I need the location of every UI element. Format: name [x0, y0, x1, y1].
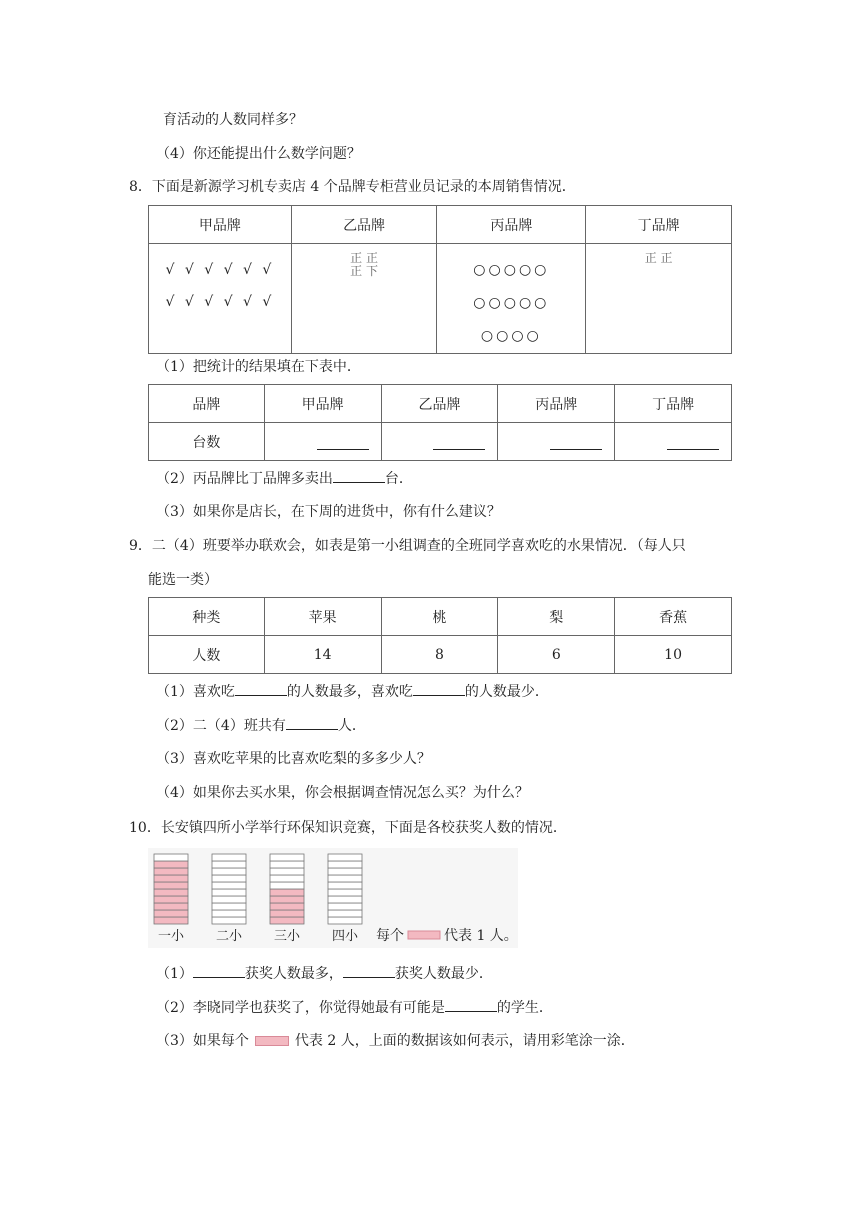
jia-marks-cell	[149, 244, 292, 354]
fruit-count-pear: 6	[498, 636, 615, 674]
empty-cell	[328, 910, 362, 917]
tally-row-2: 正 下	[350, 264, 378, 278]
filled-cell	[270, 889, 304, 896]
empty-cell	[212, 861, 246, 868]
brand-header-yi: 乙品牌	[291, 206, 437, 244]
fruit-header-peach: 桃	[381, 598, 498, 636]
empty-cell	[328, 868, 362, 875]
empty-cell	[212, 875, 246, 882]
q7-sub4: （4）你还能提出什么数学问题？	[156, 146, 361, 162]
fruit-header-kind: 种类	[149, 598, 265, 636]
fruit-header-pear: 梨	[498, 598, 615, 636]
result-header-yi: 乙品牌	[381, 385, 498, 423]
filled-cell	[154, 910, 188, 917]
q9-sub1-blank-most[interactable]	[235, 681, 287, 696]
result-header-bing: 丙品牌	[498, 385, 615, 423]
fruit-count-peach: 8	[381, 636, 498, 674]
school-label: 二小	[215, 929, 243, 944]
filled-cell	[270, 917, 304, 924]
filled-cell	[270, 903, 304, 910]
circle-row-2: ○○○○○	[473, 295, 550, 311]
filled-cell	[154, 889, 188, 896]
filled-cell	[154, 896, 188, 903]
school-column-4	[328, 854, 362, 924]
q9-sub2: （2）二（4）班共有 人．	[156, 715, 366, 736]
ding-tally-cell	[586, 244, 732, 354]
tally-row-1: 正 正	[350, 251, 378, 265]
empty-cell	[154, 854, 188, 861]
result-header-brand: 品牌	[149, 385, 265, 423]
result-row-label: 台数	[149, 423, 265, 461]
brand-header-jia: 甲品牌	[149, 206, 292, 244]
school-column-2	[212, 854, 246, 924]
circle-row-1: ○○○○○	[473, 262, 550, 278]
empty-cell	[212, 896, 246, 903]
empty-cell	[328, 875, 362, 882]
result-blank-yi[interactable]	[381, 423, 498, 461]
school-label: 三小	[273, 929, 301, 944]
legend-text-each: 每个	[376, 928, 404, 944]
result-header-jia: 甲品牌	[264, 385, 381, 423]
result-header-ding: 丁品牌	[615, 385, 732, 423]
q8-sub3: （3）如果你是店长，在下周的进货中，你有什么建议？	[156, 504, 501, 520]
check-row-1: √ √ √ √ √ √	[165, 262, 275, 278]
filled-cell	[154, 903, 188, 910]
empty-cell	[328, 854, 362, 861]
q8-result-table	[148, 384, 732, 461]
school-label: 四小	[331, 929, 359, 944]
legend-text-represents: 代表 1 人。	[444, 928, 518, 944]
school-column-3	[270, 854, 304, 924]
brand-header-ding: 丁品牌	[586, 206, 732, 244]
empty-cell	[270, 875, 304, 882]
q8-intro: 8．下面是新源学习机专卖店 4 个品牌专柜营业员记录的本周销售情况．	[129, 179, 576, 195]
q7-line-tail: 育活动的人数同样多？	[163, 112, 303, 128]
result-blank-jia[interactable]	[264, 423, 381, 461]
brand-header-bing: 丙品牌	[437, 206, 586, 244]
empty-cell	[270, 861, 304, 868]
q9-sub2-blank[interactable]	[286, 715, 338, 730]
q9-sub4: （4）如果你去买水果，你会根据调查情况怎么买？为什么？	[156, 785, 529, 801]
q9-intro-line2: 能选一类）	[148, 572, 218, 588]
fruit-row-label: 人数	[149, 636, 265, 674]
q9-sub1-blank-least[interactable]	[413, 681, 465, 696]
filled-cell	[154, 875, 188, 882]
q10-sub2-blank[interactable]	[445, 997, 497, 1012]
q10-sub1: （1） 获奖人数最多， 获奖人数最少．	[156, 963, 493, 984]
q10-sub1-blank-least[interactable]	[343, 963, 395, 978]
tally-row-ding: 正 正	[644, 251, 673, 265]
empty-cell	[328, 917, 362, 924]
legend-cell-icon-inline	[255, 1036, 289, 1046]
q10-sub1-blank-most[interactable]	[193, 963, 245, 978]
q8-sub2-blank[interactable]	[333, 468, 385, 483]
check-row-2: √ √ √ √ √ √	[165, 294, 275, 310]
empty-cell	[328, 861, 362, 868]
q8-sub2: （2）丙品牌比丁品牌多卖出 台．	[156, 468, 413, 489]
q9-intro-line1: 9．二（4）班要举办联欢会，如表是第一小组调查的全班同学喜欢吃的水果情况．（每人只	[129, 538, 686, 554]
result-blank-ding[interactable]	[615, 423, 732, 461]
empty-cell	[212, 910, 246, 917]
fruit-count-banana: 10	[615, 636, 732, 674]
fruit-count-apple: 14	[264, 636, 381, 674]
q10-intro: 10．长安镇四所小学举行环保知识竞赛，下面是各校获奖人数的情况．	[129, 820, 567, 836]
q9-fruit-table	[148, 597, 732, 674]
empty-cell	[212, 889, 246, 896]
result-blank-bing[interactable]	[498, 423, 615, 461]
q8-sub1: （1）把统计的结果填在下表中．	[156, 359, 361, 375]
circle-row-3: ○○○○	[480, 328, 542, 344]
filled-cell	[154, 861, 188, 868]
school-label: 一小	[157, 929, 185, 944]
filled-cell	[154, 868, 188, 875]
empty-cell	[270, 868, 304, 875]
q10-sub2: （2）李晓同学也获奖了，你觉得她最有可能是 的学生．	[156, 997, 553, 1018]
q8-sales-table	[148, 205, 732, 354]
q10-pictograph	[148, 848, 518, 948]
q10-sub3: （3）如果每个 代表 2 人，上面的数据该如何表示，请用彩笔涂一涂．	[156, 1033, 635, 1049]
empty-cell	[212, 854, 246, 861]
empty-cell	[328, 903, 362, 910]
filled-cell	[154, 917, 188, 924]
empty-cell	[212, 903, 246, 910]
yi-tally-cell	[291, 244, 437, 354]
filled-cell	[270, 896, 304, 903]
empty-cell	[328, 889, 362, 896]
q9-sub3: （3）喜欢吃苹果的比喜欢吃梨的多多少人？	[156, 751, 431, 767]
empty-cell	[212, 882, 246, 889]
empty-cell	[212, 868, 246, 875]
empty-cell	[328, 882, 362, 889]
school-column-1	[154, 854, 188, 924]
empty-cell	[328, 896, 362, 903]
fruit-header-apple: 苹果	[264, 598, 381, 636]
bing-marks-cell	[437, 244, 586, 354]
legend-cell-icon	[408, 931, 440, 939]
filled-cell	[270, 910, 304, 917]
q9-sub1: （1）喜欢吃 的人数最多，喜欢吃 的人数最少．	[156, 681, 549, 702]
empty-cell	[212, 917, 246, 924]
filled-cell	[154, 882, 188, 889]
fruit-header-banana: 香蕉	[615, 598, 732, 636]
empty-cell	[270, 882, 304, 889]
empty-cell	[270, 854, 304, 861]
